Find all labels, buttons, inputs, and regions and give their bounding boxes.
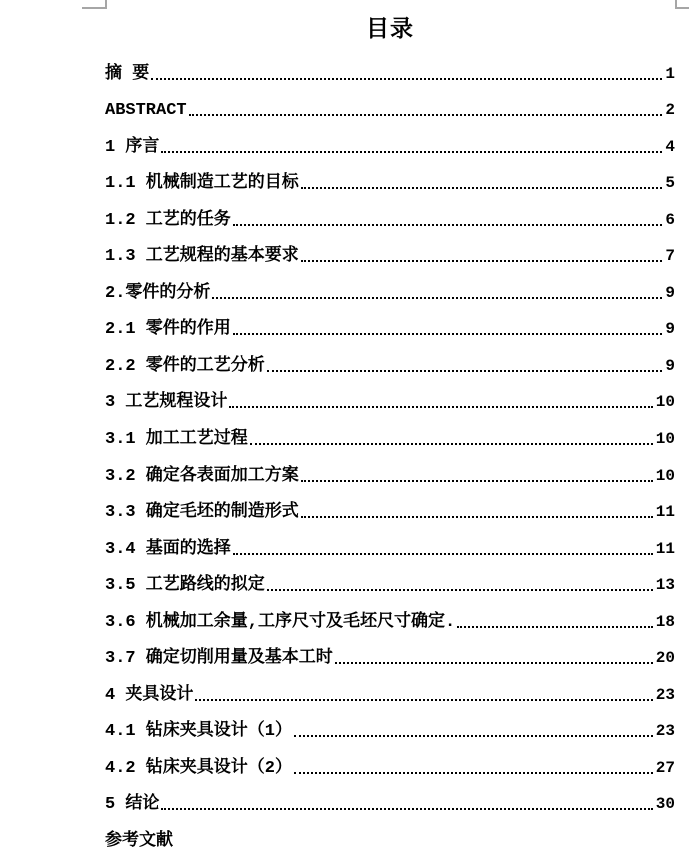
toc-entry[interactable]	[105, 229, 675, 266]
toc-entry[interactable]	[105, 192, 675, 229]
toc-entry[interactable]	[105, 558, 675, 595]
toc-entry[interactable]	[105, 813, 675, 850]
toc-entry-label: ABSTRACT	[105, 101, 187, 121]
dotted-leader	[175, 845, 672, 847]
toc-entry-page-number: 10	[655, 466, 675, 485]
toc-entry[interactable]	[105, 302, 675, 339]
toc-entry-label: 摘 要	[105, 64, 150, 84]
toc-entry-label: 3 工艺规程设计	[105, 393, 228, 413]
toc-entry-label: 4 夹具设计	[105, 685, 194, 705]
dotted-leader	[301, 480, 653, 482]
toc-entry[interactable]	[105, 704, 675, 741]
toc-entry[interactable]	[105, 631, 675, 668]
toc-entry[interactable]	[105, 265, 675, 302]
toc-entry[interactable]	[105, 83, 675, 120]
toc-entry-label: 3.1 加工工艺过程	[105, 430, 248, 450]
dotted-leader	[335, 662, 653, 664]
toc-entry-label: 5 结论	[105, 795, 160, 815]
toc-entry-page-number: 11	[655, 539, 675, 558]
toc-entry[interactable]	[105, 156, 675, 193]
toc-entry-page-number: 10	[655, 393, 675, 412]
toc-entry[interactable]	[105, 485, 675, 522]
dotted-leader	[267, 370, 663, 372]
toc-entry-page-number: 9	[665, 283, 675, 302]
dotted-leader	[195, 699, 652, 701]
toc-entry-page-number: 23	[655, 722, 675, 741]
toc-entry-label: 3.6 机械加工余量,工序尺寸及毛坯尺寸确定.	[105, 612, 456, 632]
toc-entry-label: 1.3 工艺规程的基本要求	[105, 247, 299, 267]
toc-entry-page-number: 9	[665, 356, 675, 375]
toc-entry-page-number: 18	[655, 612, 675, 631]
toc-entry-page-number: 11	[655, 503, 675, 522]
dotted-leader	[233, 333, 663, 335]
toc-entry[interactable]	[105, 740, 675, 777]
toc-entry-page-number: 9	[665, 320, 675, 339]
toc-entry[interactable]	[105, 375, 675, 412]
dotted-leader	[233, 553, 653, 555]
toc-entry-page-number: 27	[655, 758, 675, 777]
toc-entry-label: 参考文献	[105, 832, 173, 851]
toc-entry-page-number: 10	[655, 430, 675, 449]
toc-entry-label: 1 序言	[105, 137, 160, 157]
text-boundary-mark-top-right	[675, 0, 689, 9]
dotted-leader	[212, 297, 662, 299]
toc-entry-page-number: 13	[655, 576, 675, 595]
toc-entry-label: 1.2 工艺的任务	[105, 210, 231, 230]
toc-entry[interactable]	[105, 667, 675, 704]
toc-entry-page-number: 20	[655, 649, 675, 668]
toc-entry[interactable]	[105, 338, 675, 375]
toc-entry-label: 4.1 钻床夹具设计（1）	[105, 722, 293, 742]
dotted-leader	[233, 224, 663, 226]
toc-entry-label: 3.3 确定毛坯的制造形式	[105, 503, 299, 523]
dotted-leader	[161, 151, 662, 153]
toc-entry-page-number: 5	[665, 174, 675, 193]
toc-entry[interactable]	[105, 777, 675, 814]
toc-entry[interactable]	[105, 521, 675, 558]
toc-entry-label: 3.7 确定切削用量及基本工时	[105, 649, 333, 669]
dotted-leader	[151, 78, 662, 80]
toc-entry-label: 4.2 钻床夹具设计（2）	[105, 758, 293, 778]
toc-entry[interactable]	[105, 411, 675, 448]
toc-entry[interactable]	[105, 448, 675, 485]
dotted-leader	[294, 735, 653, 737]
dotted-leader	[301, 187, 663, 189]
page-title: 目录	[366, 15, 414, 41]
dotted-leader	[250, 443, 653, 445]
toc-entry-label: 1.1 机械制造工艺的目标	[105, 174, 299, 194]
toc-entry[interactable]	[105, 46, 675, 83]
text-boundary-mark-top-left	[82, 0, 107, 9]
toc-entry-label: 3.4 基面的选择	[105, 539, 231, 559]
toc-entry-page-number: 1	[665, 64, 675, 83]
toc-entry-page-number: 30	[655, 795, 675, 814]
toc-entry-label: 3.5 工艺路线的拟定	[105, 576, 265, 596]
toc-entry-page-number: 7	[665, 247, 675, 266]
dotted-leader	[301, 260, 663, 262]
toc-entry-label: 2.2 零件的工艺分析	[105, 356, 265, 376]
dotted-leader	[301, 516, 653, 518]
toc-entry-page-number: 4	[665, 137, 675, 156]
toc-entry-page-number: 23	[655, 685, 675, 704]
toc-entry-page-number: 6	[665, 210, 675, 229]
table-of-contents	[105, 46, 675, 850]
dotted-leader	[161, 808, 652, 810]
dotted-leader	[189, 114, 663, 116]
dotted-leader	[457, 626, 653, 628]
toc-entry-page-number: 2	[665, 101, 675, 120]
toc-entry[interactable]	[105, 119, 675, 156]
toc-entry-label: 2.零件的分析	[105, 283, 211, 303]
toc-entry-label: 2.1 零件的作用	[105, 320, 231, 340]
toc-entry[interactable]	[105, 594, 675, 631]
dotted-leader	[294, 772, 653, 774]
dotted-leader	[229, 406, 652, 408]
dotted-leader	[267, 589, 653, 591]
toc-entry-label: 3.2 确定各表面加工方案	[105, 466, 299, 486]
